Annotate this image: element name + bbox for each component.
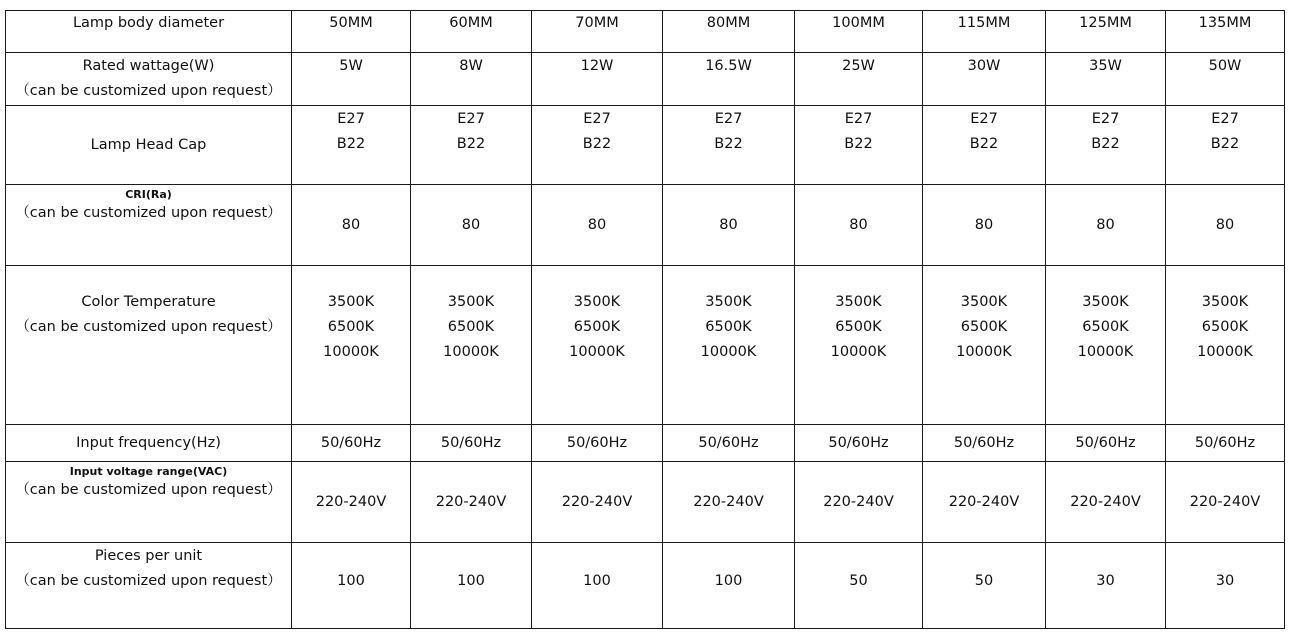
value-text: 6500K xyxy=(447,319,495,335)
value-text: 30 xyxy=(1096,573,1115,589)
value-cell xyxy=(532,11,663,53)
value-text: 6500K xyxy=(835,319,882,335)
value-cell xyxy=(292,543,411,629)
value-text: 10000K xyxy=(569,344,625,360)
value-cell xyxy=(923,106,1046,185)
value-cell xyxy=(1046,425,1166,462)
value-text: 3500K xyxy=(447,294,495,310)
value-text: B22 xyxy=(456,136,486,152)
value-text: 50/60Hz xyxy=(953,434,1015,451)
value-cell xyxy=(663,266,795,425)
value-text: 100 xyxy=(583,573,611,589)
value-cell xyxy=(411,11,532,53)
value-text: E27 xyxy=(1091,111,1120,127)
value-text: 10000K xyxy=(323,344,379,360)
value-text: 60MM xyxy=(449,15,493,31)
value-cell xyxy=(1166,266,1285,425)
value-text: 220-240V xyxy=(435,493,507,510)
value-cell xyxy=(663,11,795,53)
value-cell xyxy=(1046,185,1166,266)
value-cell xyxy=(795,266,923,425)
label-note: （can be customized upon request） xyxy=(15,573,282,589)
value-text: 220-240V xyxy=(948,493,1020,510)
value-cell xyxy=(663,425,795,462)
value-text: E27 xyxy=(844,111,873,127)
value-cell xyxy=(411,106,532,185)
value-text: 80MM xyxy=(706,15,751,31)
label-note: （can be customized upon request） xyxy=(15,205,282,221)
value-cell xyxy=(923,53,1046,106)
value-cell xyxy=(1166,11,1285,53)
value-text: E27 xyxy=(714,111,743,127)
value-text: 70MM xyxy=(575,15,619,31)
label-cri xyxy=(6,185,292,266)
value-text: 10000K xyxy=(956,344,1012,360)
label-wattage xyxy=(6,53,292,106)
value-cell xyxy=(411,543,532,629)
value-cell xyxy=(292,11,411,53)
value-cell xyxy=(1046,266,1166,425)
value-cell xyxy=(532,425,663,462)
value-text: 12W xyxy=(580,58,614,74)
value-cell xyxy=(292,462,411,543)
label-text: Color Temperature xyxy=(81,294,216,310)
label-note: （can be customized upon request） xyxy=(15,319,282,335)
value-text: E27 xyxy=(583,111,611,127)
row-wattage xyxy=(6,53,1285,106)
value-text: 80 xyxy=(587,216,607,233)
value-text: 10000K xyxy=(443,344,499,360)
value-text: 125MM xyxy=(1079,15,1132,31)
value-text: 50/60Hz xyxy=(440,434,502,451)
value-text: 3500K xyxy=(1082,294,1129,310)
value-text: 220-240V xyxy=(561,493,633,510)
value-cell xyxy=(795,11,923,53)
value-cell xyxy=(532,185,663,266)
value-text: 80 xyxy=(341,216,361,233)
value-cell xyxy=(663,462,795,543)
value-cell xyxy=(411,425,532,462)
value-cell xyxy=(795,53,923,106)
value-text: 50 xyxy=(849,573,868,589)
row-voltage xyxy=(6,462,1285,543)
label-diameter xyxy=(6,11,292,53)
value-cell xyxy=(411,185,532,266)
value-cell xyxy=(532,266,663,425)
value-text: 100 xyxy=(714,573,743,589)
value-cell xyxy=(292,53,411,106)
value-text: 25W xyxy=(842,58,875,74)
label-color-temp xyxy=(6,266,292,425)
value-cell xyxy=(532,543,663,629)
value-text: B22 xyxy=(714,136,743,152)
value-cell xyxy=(923,11,1046,53)
value-text: E27 xyxy=(970,111,998,127)
value-text: 3500K xyxy=(327,294,375,310)
value-text: B22 xyxy=(969,136,999,152)
value-text: 50 xyxy=(974,573,994,589)
value-text: 3500K xyxy=(835,294,882,310)
value-cell xyxy=(411,462,532,543)
value-text: 220-240V xyxy=(1070,493,1141,510)
value-cell xyxy=(663,53,795,106)
value-cell xyxy=(663,543,795,629)
value-cell xyxy=(795,462,923,543)
value-text: 80 xyxy=(1215,216,1235,233)
value-cell xyxy=(292,185,411,266)
value-text: B22 xyxy=(582,136,612,152)
value-text: 50/60Hz xyxy=(828,434,889,451)
value-text: 220-240V xyxy=(693,493,764,510)
value-text: 50/60Hz xyxy=(320,434,382,451)
row-color-temp xyxy=(6,266,1285,425)
value-text: 10000K xyxy=(830,344,887,360)
value-text: 80 xyxy=(974,216,994,233)
spec-table xyxy=(5,10,1285,629)
value-cell xyxy=(1166,425,1285,462)
label-text: Input voltage range(VAC) xyxy=(69,465,228,478)
label-text: Lamp Head Cap xyxy=(90,136,207,153)
row-cap xyxy=(6,106,1285,185)
value-text: 6500K xyxy=(1201,319,1249,335)
value-cell xyxy=(923,462,1046,543)
value-cell xyxy=(532,53,663,106)
label-note: （can be customized upon request） xyxy=(15,482,282,498)
value-text: 100 xyxy=(337,573,365,589)
value-cell xyxy=(292,106,411,185)
value-cell xyxy=(1166,462,1285,543)
label-text: Rated wattage(W) xyxy=(82,58,215,74)
value-text: 10000K xyxy=(1077,344,1134,360)
value-cell xyxy=(923,266,1046,425)
value-cell xyxy=(795,425,923,462)
value-cell xyxy=(923,185,1046,266)
value-text: 6500K xyxy=(1082,319,1129,335)
value-cell xyxy=(411,266,532,425)
label-pieces xyxy=(6,543,292,629)
value-text: B22 xyxy=(1210,136,1240,152)
value-cell xyxy=(1166,53,1285,106)
value-text: B22 xyxy=(336,136,366,152)
value-text: B22 xyxy=(844,136,873,152)
value-text: 3500K xyxy=(705,294,752,310)
value-text: 30 xyxy=(1215,573,1235,589)
value-text: 115MM xyxy=(957,15,1011,31)
value-text: 135MM xyxy=(1198,15,1252,31)
row-frequency xyxy=(6,425,1285,462)
value-text: 220-240V xyxy=(1189,493,1261,510)
value-text: B22 xyxy=(1091,136,1120,152)
value-text: 100 xyxy=(457,573,485,589)
value-cell xyxy=(1046,11,1166,53)
value-text: 10000K xyxy=(700,344,757,360)
value-text: 50/60Hz xyxy=(1194,434,1256,451)
row-pieces xyxy=(6,543,1285,629)
value-text: 50MM xyxy=(329,15,373,31)
value-text: 80 xyxy=(849,216,868,233)
label-text: Lamp body diameter xyxy=(72,15,225,31)
label-text: CRI(Ra) xyxy=(125,188,172,201)
value-text: 100MM xyxy=(832,15,885,31)
value-text: 6500K xyxy=(960,319,1008,335)
value-cell xyxy=(663,106,795,185)
value-text: 6500K xyxy=(573,319,621,335)
value-text: 35W xyxy=(1089,58,1122,74)
value-text: 220-240V xyxy=(315,493,387,510)
label-note: （can be customized upon request） xyxy=(15,83,282,99)
value-cell xyxy=(532,106,663,185)
value-text: E27 xyxy=(337,111,365,127)
value-text: 30W xyxy=(967,58,1001,74)
value-text: 50/60Hz xyxy=(566,434,628,451)
value-cell xyxy=(1046,543,1166,629)
value-text: 6500K xyxy=(327,319,375,335)
label-frequency xyxy=(6,425,292,462)
value-text: 50W xyxy=(1208,58,1242,74)
value-cell xyxy=(411,53,532,106)
value-cell xyxy=(292,266,411,425)
value-cell xyxy=(1166,543,1285,629)
value-text: 5W xyxy=(339,58,363,74)
value-text: 3500K xyxy=(573,294,621,310)
value-cell xyxy=(1046,462,1166,543)
value-cell xyxy=(923,425,1046,462)
value-cell xyxy=(663,185,795,266)
row-cri xyxy=(6,185,1285,266)
value-cell xyxy=(292,425,411,462)
value-text: 16.5W xyxy=(705,58,752,74)
value-text: 3500K xyxy=(960,294,1008,310)
value-text: E27 xyxy=(457,111,485,127)
value-cell xyxy=(795,543,923,629)
value-text: 6500K xyxy=(705,319,752,335)
row-diameter xyxy=(6,11,1285,53)
value-cell xyxy=(1046,106,1166,185)
value-cell xyxy=(1166,106,1285,185)
value-text: 50/60Hz xyxy=(1075,434,1136,451)
label-voltage xyxy=(6,462,292,543)
value-text: E27 xyxy=(1211,111,1239,127)
value-text: 8W xyxy=(459,58,483,74)
value-cell xyxy=(795,185,923,266)
value-text: 220-240V xyxy=(823,493,894,510)
value-text: 3500K xyxy=(1201,294,1249,310)
value-cell xyxy=(532,462,663,543)
value-cell xyxy=(923,543,1046,629)
value-cell xyxy=(795,106,923,185)
label-text: Input frequency(Hz) xyxy=(76,434,221,451)
value-text: 80 xyxy=(1096,216,1115,233)
value-text: 80 xyxy=(719,216,738,233)
value-cell xyxy=(1166,185,1285,266)
value-text: 80 xyxy=(461,216,481,233)
label-text: Pieces per unit xyxy=(94,548,203,564)
value-text: 10000K xyxy=(1197,344,1253,360)
value-cell xyxy=(1046,53,1166,106)
label-cap xyxy=(6,106,292,185)
value-text: 50/60Hz xyxy=(698,434,759,451)
